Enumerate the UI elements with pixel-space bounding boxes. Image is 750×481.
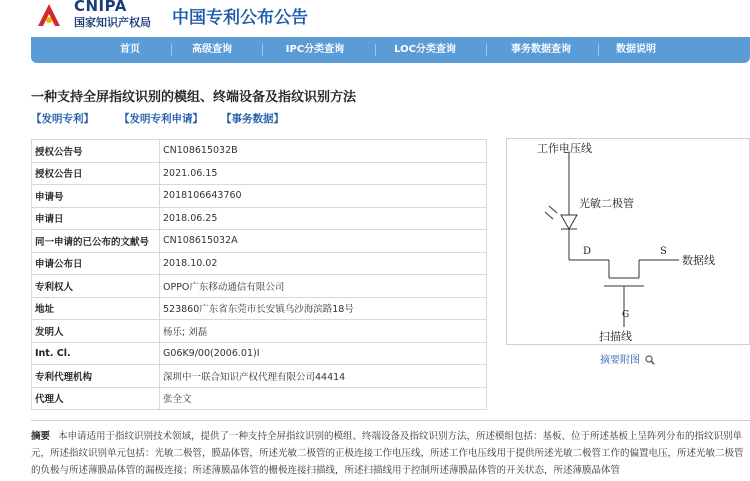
table-row xyxy=(32,230,487,253)
photodiode-label: 光敏二极管 xyxy=(579,197,634,210)
table-row xyxy=(32,162,487,185)
field-label: 同一申请的已公布的文献号 xyxy=(32,230,160,253)
patent-title: 一种支持全屏指纹识别的模组、终端设备及指纹识别方法 xyxy=(31,90,357,105)
field-value: 杨乐; 刘磊 xyxy=(160,320,487,343)
circuit-diagram xyxy=(507,139,749,344)
drain-label: D xyxy=(583,246,592,257)
field-label: 代理人 xyxy=(32,387,160,410)
abstract-text: 本申请适用于指纹识别技术领域，提供了一种支持全屏指纹识别的模组、终端设备及指纹识别方法，所述模组包括：基板、位于所述基板上呈阵列分布的指纹识别单元，所述指纹识别单元包括：光敏二极管，膜晶体管，所述光敏二极管的正极连接工作电压线，所述工作电压线用于提供所述光敏二极管工作的偏置电压，所述光敏二极管的负极与所述薄膜晶体管的漏极连接；所述薄膜晶体管的栅极连接扫描线，所述扫描线用于控制所述薄膜晶体管的开关状态，所述薄膜晶体管 xyxy=(31,431,744,476)
abstract-label: 摘要 xyxy=(31,431,51,442)
nav-loc-search[interactable]: LOC分类查询 xyxy=(394,44,456,55)
field-value: 张全文 xyxy=(160,387,487,410)
field-value: CN108615032B xyxy=(160,140,487,163)
field-label: Int. Cl. xyxy=(32,342,160,365)
nav-advanced-search[interactable]: 高级查询 xyxy=(192,44,232,55)
table-row xyxy=(32,297,487,320)
table-row xyxy=(32,342,487,365)
main-nav xyxy=(31,37,750,63)
nav-transaction-search[interactable]: 事务数据查询 xyxy=(511,44,571,55)
field-value: OPPO广东移动通信有限公司 xyxy=(160,275,487,298)
field-label: 申请公布日 xyxy=(32,252,160,275)
field-value: 2018106643760 xyxy=(160,185,487,208)
field-label: 申请号 xyxy=(32,185,160,208)
field-value: 2021.06.15 xyxy=(160,162,487,185)
field-label: 地址 xyxy=(32,297,160,320)
table-row xyxy=(32,252,487,275)
table-row xyxy=(32,140,487,163)
abstract-figure[interactable] xyxy=(506,138,750,345)
invention-application-link[interactable]: 【发明专利申请】 xyxy=(119,113,203,125)
field-value: CN108615032A xyxy=(160,230,487,253)
cnipa-emblem-icon xyxy=(34,2,64,28)
field-value: 深圳中一联合知识产权代理有限公司44414 xyxy=(160,365,487,388)
abstract-figure-link-label: 摘要附图 xyxy=(600,355,640,366)
nav-divider xyxy=(262,44,263,56)
nav-divider xyxy=(171,44,172,56)
transaction-data-link[interactable]: 【事务数据】 xyxy=(221,113,284,125)
voltage-line-label: 工作电压线 xyxy=(537,142,592,155)
data-line-label: 数据线 xyxy=(682,254,715,267)
field-value: 2018.10.02 xyxy=(160,252,487,275)
table-row xyxy=(32,365,487,388)
nav-data-description[interactable]: 数据说明 xyxy=(616,44,656,55)
nav-divider xyxy=(598,44,599,56)
field-label: 授权公告号 xyxy=(32,140,160,163)
scan-line-label: 扫描线 xyxy=(599,330,632,343)
gate-label: G xyxy=(622,310,630,320)
nav-home[interactable]: 首页 xyxy=(120,44,140,55)
section-divider xyxy=(31,420,750,421)
field-value: 523860广东省东莞市长安镇乌沙海滨路18号 xyxy=(160,297,487,320)
magnifier-icon xyxy=(645,355,655,365)
field-label: 申请日 xyxy=(32,207,160,230)
table-row xyxy=(32,387,487,410)
invention-patent-link[interactable]: 【发明专利】 xyxy=(31,113,94,125)
nav-divider xyxy=(486,44,487,56)
abstract-section xyxy=(31,428,750,481)
logo-chinese-text: 国家知识产权局 xyxy=(74,16,151,29)
logo-english-text: CNIPA xyxy=(74,0,127,15)
patent-info-table xyxy=(31,139,487,410)
source-label: S xyxy=(660,246,667,257)
site-title: 中国专利公布公告 xyxy=(172,8,308,28)
nav-divider xyxy=(375,44,376,56)
table-row xyxy=(32,275,487,298)
nav-ipc-search[interactable]: IPC分类查询 xyxy=(285,44,345,55)
field-value: 2018.06.25 xyxy=(160,207,487,230)
abstract-figure-link[interactable] xyxy=(600,351,655,366)
field-label: 授权公告日 xyxy=(32,162,160,185)
table-row xyxy=(32,320,487,343)
field-label: 专利权人 xyxy=(32,275,160,298)
table-row xyxy=(32,185,487,208)
field-value: G06K9/00(2006.01)I xyxy=(160,342,487,365)
site-header xyxy=(0,0,750,34)
field-label: 发明人 xyxy=(32,320,160,343)
field-label: 专利代理机构 xyxy=(32,365,160,388)
table-row xyxy=(32,207,487,230)
cnipa-logo[interactable] xyxy=(34,0,154,30)
